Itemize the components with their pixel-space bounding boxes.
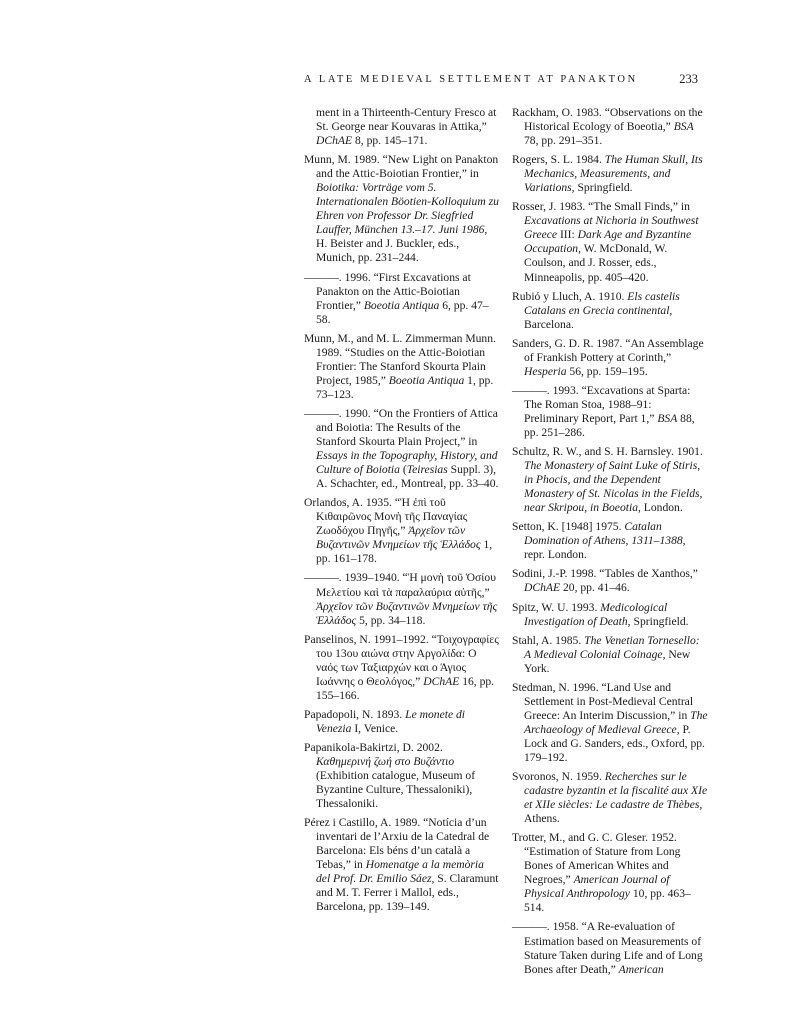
entry-title-italic: The Archaeology of Medieval Greece, <box>524 708 708 736</box>
entry-text: S. Claramunt and M. T. Ferrer i Mallol, eds., Barcelona, pp. 139–149. <box>316 872 499 914</box>
entry-text: Rogers, S. L. 1984. <box>512 153 605 167</box>
entry-text: (Exhibition catalogue, Museum of Byzantine Culture, Thessaloniki), Thessaloniki. <box>316 769 476 811</box>
entry-text: Trotter, M., and G. C. Gleser. 1952. “Estimation of Stature from Long Bones of American Whites and Negroes,” <box>512 831 681 887</box>
entry-text: 88, pp. 251–286. <box>524 411 695 439</box>
entry-title-italic: The Venetian Tornesello: A Medieval Colonial Coinage, <box>524 633 700 661</box>
entry-text: Spitz, W. U. 1993. <box>512 600 601 614</box>
entry-text: Munn, M. 1989. “New Light on Panakton and the Attic-Boiotian Frontier,” in <box>304 153 499 181</box>
entry-text: Springfield. <box>574 181 633 195</box>
entry-title-italic: BSA <box>657 411 678 425</box>
entry-text: 10, pp. 463–514. <box>524 887 691 915</box>
entry-text: ———. 1996. “First Excavations at Panakton on the Attic-Boiotian Frontier,” <box>304 270 471 312</box>
bibliography-entry <box>304 816 500 914</box>
entry-title-italic: American Journal of Physical Anthropology <box>524 873 670 901</box>
entry-text: 1, pp. 73–123. <box>316 373 494 401</box>
entry-title-italic: Boeotia Antiqua <box>388 373 465 387</box>
page-number: 233 <box>679 72 698 86</box>
bibliography-entry <box>304 332 500 402</box>
bibliography-entry <box>304 633 500 703</box>
bibliography-entry <box>512 601 708 629</box>
bibliography-entry <box>304 153 500 265</box>
bibliography-entry <box>512 567 708 595</box>
bibliography-entry <box>304 741 500 811</box>
entry-text: Stahl, A. 1985. <box>512 633 585 647</box>
entry-title-italic: Excavations at Nichoria in Southwest Greece <box>524 214 699 242</box>
entry-title-italic: American <box>618 962 664 976</box>
entry-title-italic: Ἀρχεῖον τῶν Βυζαντινῶν Μνημείων τῆς Ἑλλάδος <box>316 599 498 627</box>
entry-title-italic: The Monastery of Saint Luke of Stiris, in Phocis, and the Dependent Monastery of St. Nicolas in the Fields, near Skripou, in Boeotia, <box>524 459 703 515</box>
bibliography-entry <box>512 384 708 440</box>
entry-text: ———. 1958. “A Re-evaluation of Estimation based on Measurements of Stature Taken during Life and of Long Bones after Death,” <box>512 920 703 976</box>
entry-text: 78, pp. 291–351. <box>524 134 603 148</box>
bibliography-entry <box>304 106 500 148</box>
bibliography-entry <box>304 407 500 491</box>
entry-text: Panselinos, N. 1991–1992. “Τοιχογραφίες του 13ου αιώνα στην Αργολίδα: Ο ναός των Ταξιαρχών και ο Άγιος Ιωάννης ο Θεολόγος,” <box>304 632 499 688</box>
running-header <box>304 72 698 92</box>
bibliography-entry <box>512 290 708 332</box>
entry-text: Springfield. <box>630 614 689 628</box>
bibliography-entry <box>512 153 708 195</box>
bibliography-entry <box>304 708 500 736</box>
entry-title-italic: The Human Skull, Its Mechanics, Measurements, and Variations, <box>524 153 703 195</box>
entry-text: Schultz, R. W., and S. H. Barnsley. 1901. <box>512 445 703 459</box>
entry-text: Sodini, J.-P. 1998. “Tables de Xanthos,” <box>512 567 698 581</box>
entry-text: 1, pp. 161–178. <box>316 538 493 566</box>
entry-text: Rosser, J. 1983. “The Small Finds,” in <box>512 200 690 214</box>
bibliography-entry <box>512 200 708 284</box>
bibliography-entry <box>512 634 708 676</box>
entry-text: Setton, K. [1948] 1975. <box>512 520 625 534</box>
entry-text: 8, pp. 145–171. <box>352 134 428 148</box>
entry-text: W. McDonald, W. Coulson, and J. Rosser, eds., Minneapolis, pp. 405–420. <box>524 242 668 284</box>
entry-title-italic: BSA <box>673 120 694 134</box>
entry-text: ———. 1990. “On the Frontiers of Attica and Boiotia: The Results of the Stanford Skourta Plain Project,” in <box>304 406 498 449</box>
entry-title-italic: Medicological Investigation of Death, <box>524 600 668 628</box>
entry-text: ment in a Thirteenth-Century Fresco at St. George near Kouvaras in Attika,” <box>316 106 497 134</box>
entry-title-italic: Boeotia Antiqua <box>363 298 440 312</box>
entry-text: Sanders, G. D. R. 1987. “An Assemblage of Frankish Pottery at Corinth,” <box>512 336 704 364</box>
entry-text: 5, pp. 34–118. <box>356 613 426 627</box>
bibliography-entry <box>512 920 708 976</box>
entry-text: repr. London. <box>524 548 587 562</box>
entry-title-italic: DChAE <box>316 134 353 148</box>
entry-title-italic: Teiresias <box>406 463 448 477</box>
entry-text: ———. 1993. “Excavations at Sparta: The Roman Stoa, 1988–91: Preliminary Report, Part 1,” <box>512 383 691 425</box>
bibliography-entry <box>512 831 708 915</box>
entry-text: ( <box>399 463 407 477</box>
bibliography-entry <box>512 770 708 826</box>
entry-text: New York. <box>524 647 691 675</box>
entry-title-italic: Essays in the Topography, History, and Culture of Boiotia <box>316 449 498 477</box>
entry-text: 56, pp. 159–195. <box>566 364 648 378</box>
entry-text: Svoronos, N. 1959. <box>512 770 605 784</box>
entry-text: 20, pp. 41–46. <box>560 581 630 595</box>
bibliography-entry <box>512 106 708 148</box>
entry-text: Papanikola-Bakirtzi, D. 2002. <box>304 740 443 754</box>
entry-title-italic: Dark Age and Byzantine Occupation, <box>524 228 692 256</box>
entry-text: Barcelona. <box>524 317 574 331</box>
entry-title-italic: Els castelis Catalans en Grecia continental, <box>524 289 680 317</box>
entry-text: Rackham, O. 1983. “Observations on the Historical Ecology of Boeotia,” <box>512 106 703 134</box>
entry-text: H. Beister and J. Buckler, eds., Munich, pp. 231–244. <box>316 237 460 265</box>
running-title: A LATE MEDIEVAL SETTLEMENT AT PANAKTON <box>304 74 638 85</box>
bibliography-column-right <box>512 106 708 982</box>
bibliography-entry <box>512 681 708 765</box>
entry-title-italic: DChAE <box>423 674 460 688</box>
bibliography-entry <box>512 520 708 562</box>
entry-text: Athens. <box>524 812 560 826</box>
entry-title-italic: Ἀρχεῖον τῶν Βυζαντινῶν Μνημείων τῆς Ἑλλάδος <box>316 524 481 552</box>
entry-title-italic: Homenatge a la memòria del Prof. Dr. Emilio Sáez, <box>316 858 484 886</box>
entry-title-italic: Boiotika: Vorträge vom 5. Internationalen Böotien-Kolloquium zu Ehren von Professor Dr. Siegfried Lauffer, München 13.–17. Juni 1986, <box>316 181 499 237</box>
entry-text: Papadopoli, N. 1893. <box>304 707 406 721</box>
entry-title-italic: Catalan Domination of Athens, 1311–1388, <box>524 520 686 548</box>
entry-text: 6, pp. 47–58. <box>316 298 489 326</box>
entry-title-italic: Le monete di Venezia <box>316 707 466 735</box>
entry-title-italic: Recherches sur le cadastre byzantin et la fiscalité aux XIe et XIIe siècles: Le cadastre de Thèbes, <box>524 770 708 812</box>
entry-text: Rubió y Lluch, A. 1910. <box>512 289 628 303</box>
entry-text: Munn, M., and M. L. Zimmerman Munn. 1989. “Studies on the Attic-Boiotian Frontier: The Stanford Skourta Plain Project, 1985,” <box>304 331 496 387</box>
bibliography-column-left <box>304 106 500 920</box>
entry-title-italic: DChAE <box>524 581 561 595</box>
entry-text: Stedman, N. 1996. “Land Use and Settlement in Post-Medieval Central Greece: An Interim Discussion,” in <box>512 680 694 722</box>
entry-text: I, Venice. <box>351 721 399 735</box>
entry-text: Suppl. 3), A. Schachter, ed., Montreal, pp. 33–40. <box>316 463 499 491</box>
entry-text: Pérez i Castillo, A. 1989. “Notícia d’un inventari de l’Arxiu de la Catedral de Barcelona: Els béns d’un català a Tebas,” in <box>304 816 490 872</box>
entry-title-italic: Καθημερινή ζωή στο Βυζάντιο <box>316 755 455 769</box>
entry-text: P. Lock and G. Sanders, eds., Oxford, pp. 179–192. <box>524 722 705 764</box>
bibliography-entry <box>304 496 500 566</box>
entry-text: London. <box>640 501 683 515</box>
entry-text: ———. 1939–1940. “Ἡ μονὴ τοῦ Ὁσίου Μελετίου καὶ τὰ παραλαύρια αὐτῆς,” <box>304 571 496 599</box>
entry-text: 16, pp. 155–166. <box>316 674 495 702</box>
bibliography-entry <box>304 571 500 627</box>
entry-text: III: <box>557 228 578 242</box>
bibliography-entry <box>512 445 708 515</box>
entry-text: Orlandos, A. 1935. “Ἡ ἐπὶ τοῦ Κιθαιρῶνος Μονὴ τῆς Παναγίας Ζωοδόχου Πηγῆς,” <box>304 496 468 538</box>
entry-title-italic: Hesperia <box>524 364 567 378</box>
bibliography-entry <box>304 271 500 327</box>
bibliography-entry <box>512 337 708 379</box>
